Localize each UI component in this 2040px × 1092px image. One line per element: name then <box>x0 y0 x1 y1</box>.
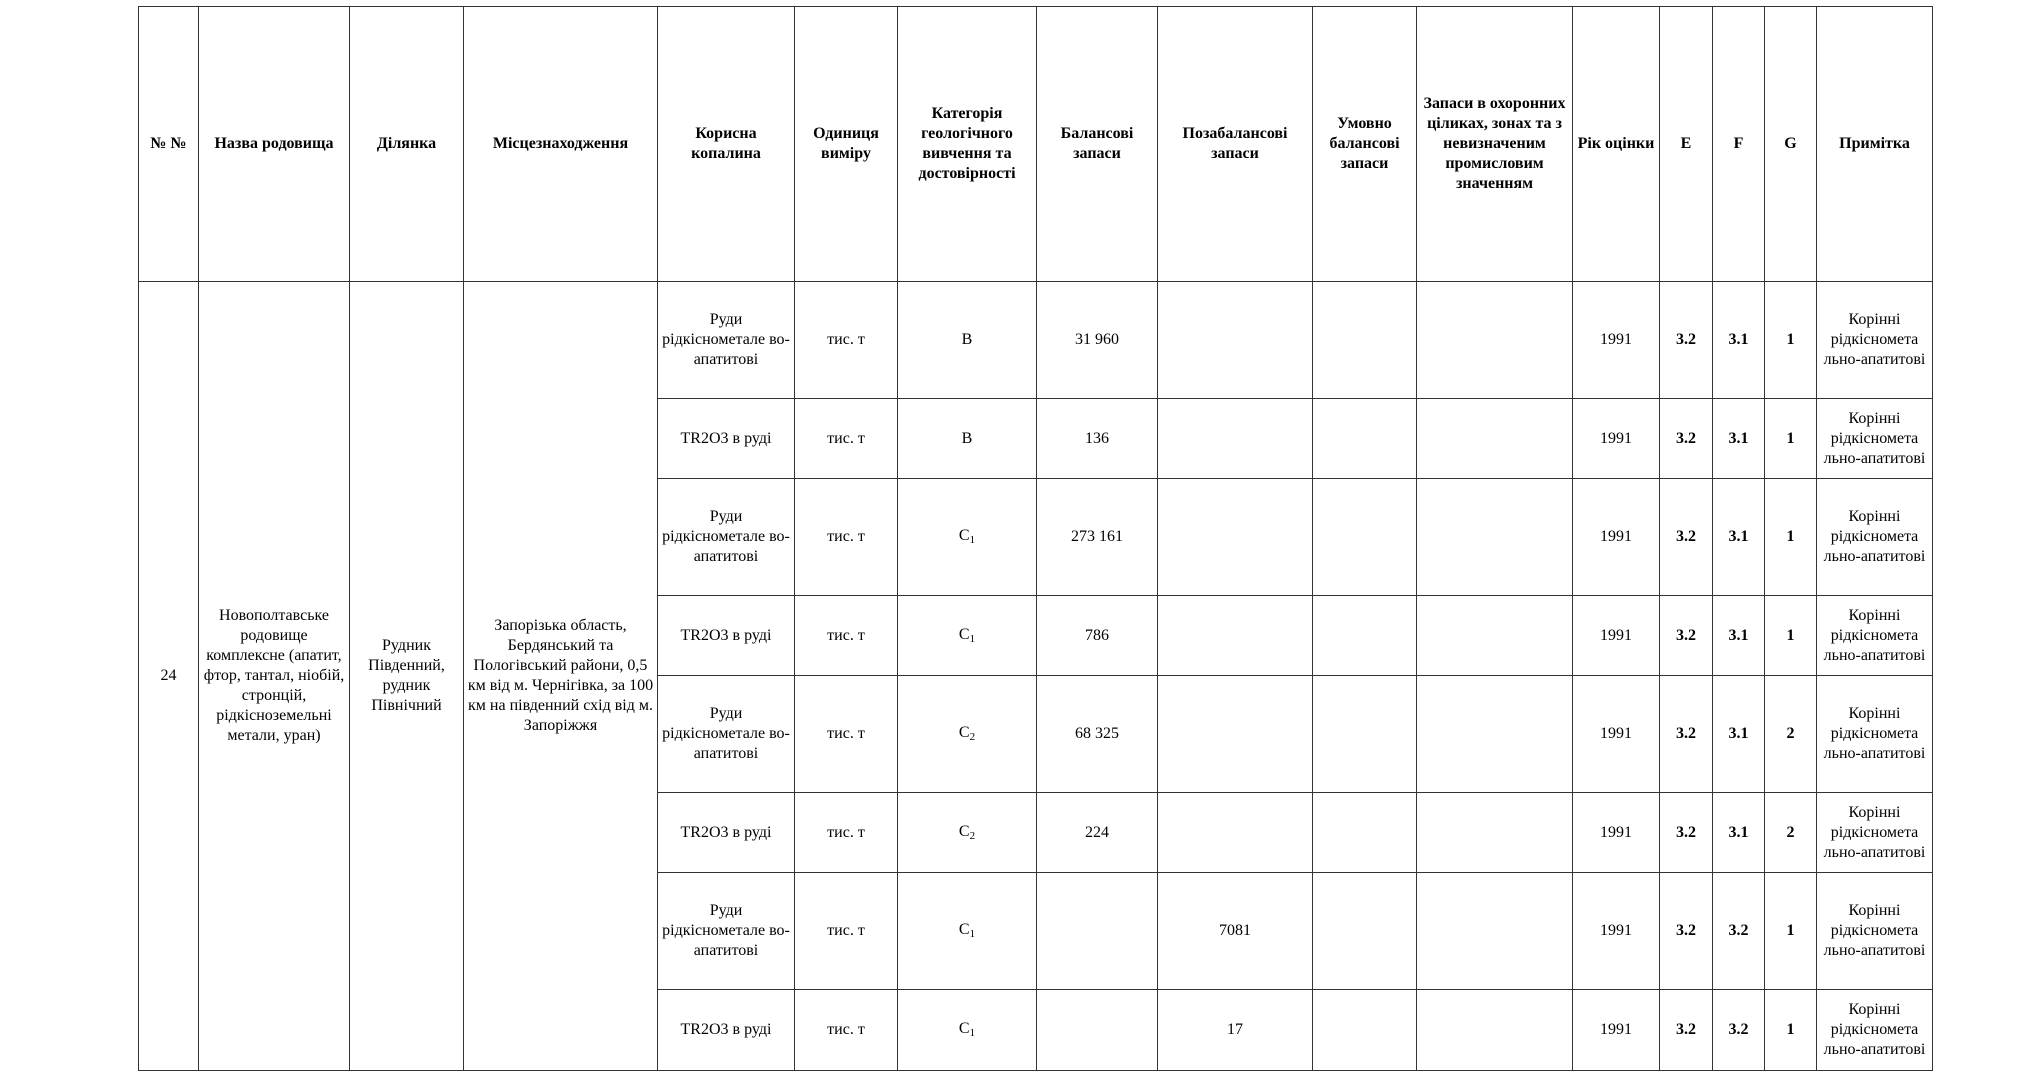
category-letter: C <box>958 527 970 545</box>
offbalance-cell <box>1158 793 1313 873</box>
header-note: Примітка <box>1817 7 1933 282</box>
year-cell: 1991 <box>1573 479 1660 596</box>
g-cell: 1 <box>1765 596 1817 676</box>
protected-cell <box>1417 596 1573 676</box>
mineral-cell: TR2O3 в руді <box>658 990 795 1071</box>
category-cell <box>898 873 1037 990</box>
header-f: F <box>1713 7 1765 282</box>
g-cell: 1 <box>1765 282 1817 399</box>
conditional-cell <box>1313 990 1417 1071</box>
g-cell: 1 <box>1765 990 1817 1071</box>
header-g: G <box>1765 7 1817 282</box>
mineral-cell: Руди рідкіснометале во-апатитові <box>658 479 795 596</box>
offbalance-cell <box>1158 676 1313 793</box>
f-cell: 3.1 <box>1713 596 1765 676</box>
header-offbalance: Позабалансові запаси <box>1158 7 1313 282</box>
table-row <box>139 282 1933 399</box>
category-subscript: 2 <box>969 731 976 744</box>
protected-cell <box>1417 793 1573 873</box>
unit-cell: тис. т <box>795 873 898 990</box>
unit-cell: тис. т <box>795 479 898 596</box>
conditional-cell <box>1313 596 1417 676</box>
note-cell: Корінні рідкіснометa льно-апатитові <box>1817 676 1933 793</box>
unit-cell: тис. т <box>795 676 898 793</box>
conditional-cell <box>1313 676 1417 793</box>
f-cell: 3.2 <box>1713 873 1765 990</box>
category-subscript: 1 <box>969 632 976 645</box>
g-cell: 2 <box>1765 676 1817 793</box>
year-cell: 1991 <box>1573 676 1660 793</box>
category-cell <box>898 793 1037 873</box>
conditional-cell <box>1313 399 1417 479</box>
header-category: Категорія геологічного вивчення та достовірності <box>898 7 1037 282</box>
balance-cell <box>1037 990 1158 1071</box>
category-letter: C <box>958 921 970 939</box>
note-cell: Корінні рідкіснометa льно-апатитові <box>1817 399 1933 479</box>
e-cell: 3.2 <box>1660 399 1713 479</box>
category-cell <box>898 399 1037 479</box>
balance-cell: 136 <box>1037 399 1158 479</box>
unit-cell: тис. т <box>795 793 898 873</box>
balance-cell: 224 <box>1037 793 1158 873</box>
header-conditional: Умовно балансові запаси <box>1313 7 1417 282</box>
header-unit: Одиниця виміру <box>795 7 898 282</box>
header-protected: Запаси в охоронних ціликах, зонах та з невизначеним промисловим значенням <box>1417 7 1573 282</box>
e-cell: 3.2 <box>1660 282 1713 399</box>
g-cell: 1 <box>1765 399 1817 479</box>
deposit-area: Рудник Південний, рудник Північний <box>350 282 464 1071</box>
category-subscript: 1 <box>969 534 976 547</box>
f-cell: 3.1 <box>1713 282 1765 399</box>
category-letter: C <box>958 1020 970 1038</box>
category-cell <box>898 479 1037 596</box>
protected-cell <box>1417 479 1573 596</box>
protected-cell <box>1417 676 1573 793</box>
category-letter: B <box>961 331 973 348</box>
table-body <box>139 282 1933 1071</box>
year-cell: 1991 <box>1573 990 1660 1071</box>
category-cell <box>898 596 1037 676</box>
e-cell: 3.2 <box>1660 676 1713 793</box>
category-subscript: 1 <box>969 928 976 941</box>
category-letter: C <box>958 625 970 643</box>
year-cell: 1991 <box>1573 793 1660 873</box>
g-cell: 1 <box>1765 479 1817 596</box>
e-cell: 3.2 <box>1660 873 1713 990</box>
note-cell: Корінні рідкіснометa льно-апатитові <box>1817 282 1933 399</box>
f-cell: 3.1 <box>1713 399 1765 479</box>
protected-cell <box>1417 990 1573 1071</box>
unit-cell: тис. т <box>795 990 898 1071</box>
balance-cell: 273 161 <box>1037 479 1158 596</box>
year-cell: 1991 <box>1573 596 1660 676</box>
offbalance-cell <box>1158 479 1313 596</box>
offbalance-cell <box>1158 596 1313 676</box>
header-num: № № <box>139 7 199 282</box>
unit-cell: тис. т <box>795 596 898 676</box>
reserves-table <box>138 6 1933 1071</box>
offbalance-cell <box>1158 282 1313 399</box>
category-subscript: 1 <box>969 1027 976 1040</box>
conditional-cell <box>1313 282 1417 399</box>
category-letter: C <box>958 724 970 742</box>
category-cell <box>898 990 1037 1071</box>
f-cell: 3.2 <box>1713 990 1765 1071</box>
mineral-cell: Руди рідкіснометале во-апатитові <box>658 873 795 990</box>
category-letter: C <box>958 822 970 840</box>
e-cell: 3.2 <box>1660 479 1713 596</box>
header-year: Рік оцінки <box>1573 7 1660 282</box>
year-cell: 1991 <box>1573 399 1660 479</box>
unit-cell: тис. т <box>795 399 898 479</box>
mineral-cell: TR2O3 в руді <box>658 596 795 676</box>
protected-cell <box>1417 399 1573 479</box>
f-cell: 3.1 <box>1713 479 1765 596</box>
note-cell: Корінні рідкіснометa льно-апатитові <box>1817 873 1933 990</box>
balance-cell: 31 960 <box>1037 282 1158 399</box>
protected-cell <box>1417 873 1573 990</box>
e-cell: 3.2 <box>1660 990 1713 1071</box>
offbalance-cell: 17 <box>1158 990 1313 1071</box>
note-cell: Корінні рідкіснометa льно-апатитові <box>1817 793 1933 873</box>
conditional-cell <box>1313 479 1417 596</box>
f-cell: 3.1 <box>1713 676 1765 793</box>
deposit-num: 24 <box>139 282 199 1071</box>
note-cell: Корінні рідкіснометa льно-апатитові <box>1817 596 1933 676</box>
mineral-cell: TR2O3 в руді <box>658 793 795 873</box>
deposit-name: Новополтавське родовище комплексне (апатит, фтор, тантал, ніобій, стронцій, рідкісноземельні метали, уран) <box>199 282 350 1071</box>
header-balance: Балансові запаси <box>1037 7 1158 282</box>
header-area: Ділянка <box>350 7 464 282</box>
g-cell: 2 <box>1765 793 1817 873</box>
mineral-cell: Руди рідкіснометале во-апатитові <box>658 282 795 399</box>
e-cell: 3.2 <box>1660 596 1713 676</box>
header-e: E <box>1660 7 1713 282</box>
year-cell: 1991 <box>1573 282 1660 399</box>
header-mineral: Корисна копалина <box>658 7 795 282</box>
f-cell: 3.1 <box>1713 793 1765 873</box>
mineral-cell: TR2O3 в руді <box>658 399 795 479</box>
g-cell: 1 <box>1765 873 1817 990</box>
note-cell: Корінні рідкіснометa льно-апатитові <box>1817 479 1933 596</box>
offbalance-cell: 7081 <box>1158 873 1313 990</box>
protected-cell <box>1417 282 1573 399</box>
category-subscript: 2 <box>969 829 976 842</box>
category-cell <box>898 282 1037 399</box>
header-name: Назва родовища <box>199 7 350 282</box>
balance-cell <box>1037 873 1158 990</box>
conditional-cell <box>1313 793 1417 873</box>
category-cell <box>898 676 1037 793</box>
header-location: Місцезнаходження <box>464 7 658 282</box>
deposit-location: Запорізька область, Бердянський та Пологівський райони, 0,5 км від м. Чернігівка, за 100 км на південний схід від м. Запоріжжя <box>464 282 658 1071</box>
note-cell: Корінні рідкіснометa льно-апатитові <box>1817 990 1933 1071</box>
mineral-cell: Руди рідкіснометале во-апатитові <box>658 676 795 793</box>
e-cell: 3.2 <box>1660 793 1713 873</box>
offbalance-cell <box>1158 399 1313 479</box>
unit-cell: тис. т <box>795 282 898 399</box>
balance-cell: 68 325 <box>1037 676 1158 793</box>
header-row <box>139 7 1933 282</box>
category-letter: B <box>961 429 973 447</box>
year-cell: 1991 <box>1573 873 1660 990</box>
balance-cell: 786 <box>1037 596 1158 676</box>
conditional-cell <box>1313 873 1417 990</box>
